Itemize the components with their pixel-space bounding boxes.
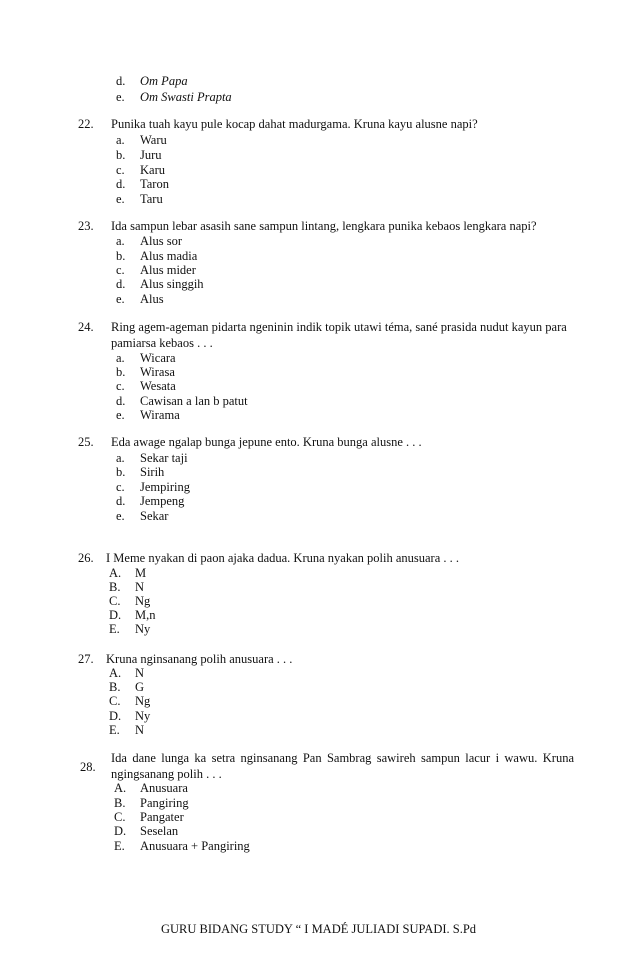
option-text: Om Swasti Prapta [140,90,232,104]
option-letter: e. [116,192,125,206]
question-text-line-1: Ida dane lunga ka setra nginsanang Pan Sambrag sawireh sampun lacur i wawu. Kruna [111,751,574,765]
option-text: N [135,580,145,594]
option-text: Sekar [140,509,169,523]
option-letter: A. [109,566,122,580]
option-letter: A. [114,781,127,795]
option-letter: d. [116,394,126,408]
option-text: Ny [135,622,151,636]
option-letter: e. [116,509,125,523]
option-letter: a. [116,133,125,147]
option-text: Waru [140,133,167,147]
option-text: Juru [140,148,162,162]
question-text-line-2: ngingsanang polih . . . [111,767,222,781]
option-text: Alus madia [140,249,198,263]
option-text: G [135,680,145,694]
question-text: Punika tuah kayu pule kocap dahat madurgama. Kruna kayu alusne napi? [111,117,478,131]
question-text: Kruna nginsanang polih anusuara . . . [106,652,293,666]
question-number: 25. [78,435,94,449]
option-text: Pangiring [140,796,189,810]
option-text: Alus sor [140,234,183,248]
option-letter: a. [116,351,125,365]
option-letter: d. [116,277,126,291]
option-letter: c. [116,480,125,494]
option-text: N [135,666,145,680]
option-letter: C. [109,694,121,708]
question-text-line-1: Ring agem-ageman pidarta ngeninin indik topik utawi téma, sané prasida nudut kayun para [111,320,567,334]
question-number: 28. [80,760,96,774]
option-text: N [135,723,145,737]
option-text: Taron [140,177,169,191]
option-text: M,n [135,608,156,622]
option-text: M [135,566,147,580]
option-text: Sirih [140,465,165,479]
option-letter: d. [116,74,126,88]
option-letter: c. [116,379,125,393]
question-text-line-2: pamiarsa kebaos . . . [111,336,213,350]
option-letter: a. [116,234,125,248]
option-text: Wesata [140,379,176,393]
option-letter: E. [114,839,125,853]
option-text: Ng [135,694,151,708]
option-text: Taru [140,192,163,206]
option-letter: C. [114,810,126,824]
option-letter: e. [116,90,125,104]
option-letter: B. [109,580,121,594]
question-number: 23. [78,219,94,233]
option-text: Karu [140,163,165,177]
option-text: Anusuara + Pangiring [140,839,250,853]
option-text: Wirasa [140,365,175,379]
option-text: Ny [135,709,151,723]
option-text: Cawisan a lan b patut [140,394,248,408]
option-text: Om Papa [140,74,188,88]
option-letter: b. [116,465,126,479]
option-letter: D. [109,709,122,723]
question-text: I Meme nyakan di paon ajaka dadua. Kruna nyakan polih anusuara . . . [106,551,460,565]
option-letter: E. [109,723,120,737]
question-number: 26. [78,551,94,565]
option-letter: c. [116,263,125,277]
option-text: Ng [135,594,151,608]
option-letter: b. [116,148,126,162]
option-letter: b. [116,365,126,379]
option-text: Wirama [140,408,180,422]
option-letter: e. [116,408,125,422]
question-text: Eda awage ngalap bunga jepune ento. Kruna bunga alusne . . . [111,435,422,449]
option-letter: d. [116,494,126,508]
option-text: Wicara [140,351,176,365]
question-number: 24. [78,320,94,334]
option-letter: E. [109,622,120,636]
option-text: Pangater [140,810,184,824]
option-letter: D. [109,608,122,622]
option-text: Seselan [140,824,179,838]
option-text: Sekar taji [140,451,188,465]
option-text: Alus [140,292,164,306]
option-letter: B. [109,680,121,694]
question-number: 22. [78,117,94,131]
page-footer: GURU BIDANG STUDY “ I MADÉ JULIADI SUPADI. S.Pd [161,922,477,936]
option-letter: D. [114,824,127,838]
option-letter: a. [116,451,125,465]
option-text: Jempeng [140,494,185,508]
option-text: Alus mider [140,263,196,277]
option-letter: b. [116,249,126,263]
question-text: Ida sampun lebar asasih sane sampun lintang, lengkara punika kebaos lengkara napi? [111,219,537,233]
option-letter: A. [109,666,122,680]
option-text: Anusuara [140,781,188,795]
option-letter: B. [114,796,126,810]
option-letter: d. [116,177,126,191]
question-number: 27. [78,652,94,666]
option-letter: e. [116,292,125,306]
option-letter: C. [109,594,121,608]
option-text: Jempiring [140,480,190,494]
option-text: Alus singgih [140,277,204,291]
option-letter: c. [116,163,125,177]
